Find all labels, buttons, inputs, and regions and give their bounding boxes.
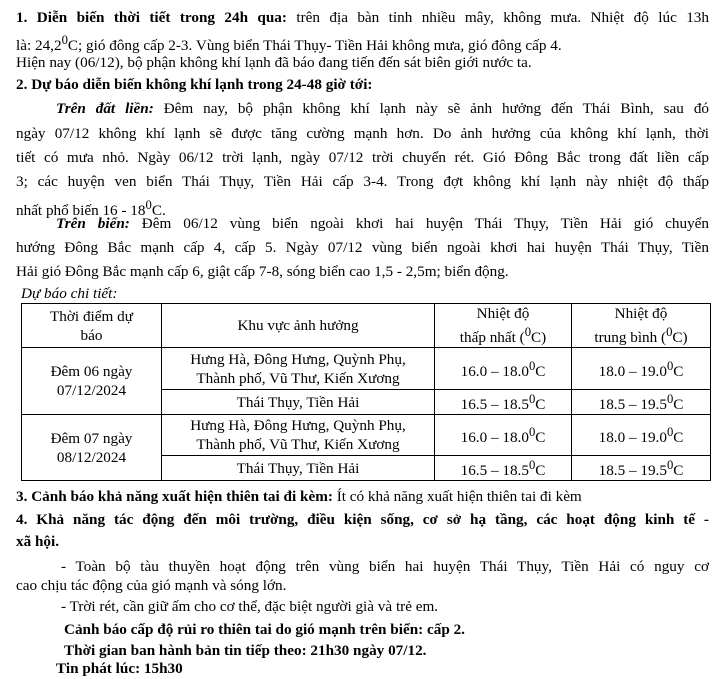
land-label: Trên đất liền: <box>56 100 154 117</box>
area-cell: Hưng Hà, Đông Hưng, Quỳnh Phụ, Thành phố, Vũ Thư, Kiến Xương <box>162 348 435 390</box>
sea-label: Trên biển: <box>56 215 130 232</box>
sec1-line1: 1. Diễn biến thời tiết trong 24h qua: trên địa bàn tỉnh nhiều mây, không mưa. Nhiệt độ lúc 13h <box>16 9 709 26</box>
sec1-heading: 1. Diễn biến thời tiết trong 24h qua: <box>16 9 287 26</box>
risk-level-line: Cảnh báo cấp độ rủi ro thiên tai do gió mạnh trên biển: cấp 2. <box>64 621 465 638</box>
min-temp-cell: 16.0 – 18.0$^0$C <box>435 348 572 390</box>
min-temp-cell: 16.5 – 18.5$^0$C <box>435 390 572 415</box>
min-temp-cell: 16.5 – 18.5$^0$C <box>435 456 572 481</box>
sec3-heading: 3. Cảnh báo khả năng xuất hiện thiên tai đi kèm: <box>16 488 333 505</box>
col-header-avg-temp: Nhiệt độ trung bình ($^0$C) <box>572 304 711 348</box>
avg-temp-cell: 18.5 – 19.5$^0$C <box>572 390 711 415</box>
sec4-bullet2: - Trời rét, cần giữ ấm cho cơ thể, đặc biệt người già và trẻ em. <box>61 598 439 615</box>
forecast-table <box>21 303 711 481</box>
sea-line1: Trên biển: Đêm 06/12 vùng biển ngoài khơi hai huyện Thái Thụy, Tiền Hải gió chuyển <box>56 215 709 232</box>
sec4-bullet1-line2: cao chịu tác động của gió mạnh và sóng lớn. <box>16 577 287 594</box>
sea-line2: hướng Đông Bắc mạnh cấp 4, cấp 5. Ngày 07/12 vùng biển ngoài khơi hai huyện Thái Thụy, Tiền <box>16 239 709 256</box>
sec4-heading-line1: 4. Khả năng tác động đến môi trường, điều kiện sống, cơ sở hạ tầng, các hoạt động kinh tế - <box>16 511 709 528</box>
avg-temp-cell: 18.0 – 19.0$^0$C <box>572 415 711 456</box>
min-temp-cell: 16.0 – 18.0$^0$C <box>435 415 572 456</box>
sec2-heading: 2. Dự báo diễn biến không khí lạnh trong 24-48 giờ tới: <box>16 76 373 93</box>
table-row <box>22 348 711 390</box>
area-cell: Thái Thụy, Tiền Hải <box>162 390 435 415</box>
sec1-line2: là: 24,2$^0$C; gió đông cấp 2-3. Vùng biển Thái Thụy- Tiền Hải không mưa, gió đông cấp 4. <box>16 33 562 55</box>
table-row <box>22 415 711 456</box>
land-line1: Trên đất liền: Đêm nay, bộ phận không khí lạnh này sẽ ảnh hưởng đến Thái Bình, sau đó <box>56 100 710 117</box>
land-line3: tiết có mưa nhỏ. Ngày 06/12 trời lạnh, ngày 07/12 trời chuyển rét. Gió Đông Bắc trong đất liền cấp <box>16 149 709 166</box>
time-cell: Đêm 07 ngày 08/12/2024 <box>22 415 162 481</box>
area-cell: Thái Thụy, Tiền Hải <box>162 456 435 481</box>
sec4-heading-line2: xã hội. <box>16 533 60 550</box>
sea-line3: Hải gió Đông Bắc mạnh cấp 6, giật cấp 7-8, sóng biển cao 1,5 - 2,5m; biển động. <box>16 263 509 280</box>
avg-temp-cell: 18.5 – 19.5$^0$C <box>572 456 711 481</box>
col-header-time: Thời điểm dự báo <box>22 304 162 348</box>
land-line2: ngày 07/12 không khí lạnh sẽ được tăng cường mạnh hơn. Do ảnh hưởng của không khí lạnh, thời <box>16 125 709 142</box>
time-cell: Đêm 06 ngày 07/12/2024 <box>22 348 162 415</box>
sec1-line3: Hiện nay (06/12), bộ phận không khí lạnh đã báo đang tiến đến sát biên giới nước ta. <box>16 54 532 71</box>
col-header-area: Khu vực ảnh hưởng <box>162 304 435 348</box>
sec3-line: 3. Cảnh báo khả năng xuất hiện thiên tai đi kèm: Ít có khả năng xuất hiện thiên tai đi kèm <box>16 488 582 505</box>
col-header-min-temp: Nhiệt độ thấp nhất ($^0$C) <box>435 304 572 348</box>
sec4-bullet1-line1: - Toàn bộ tàu thuyền hoạt động trên vùng biển hai huyện Thái Thụy, Tiền Hải có nguy cơ <box>61 558 709 575</box>
land-line4: 3; các huyện ven biển Thái Thụy, Tiền Hải cấp 3-4. Trong đợt không khí lạnh này nhiệt độ thấp <box>16 173 709 190</box>
avg-temp-cell: 18.0 – 19.0$^0$C <box>572 348 711 390</box>
land-line5: nhất phổ biến $16 - 18^0C$. <box>16 198 166 220</box>
next-issue-line: Thời gian ban hành bản tin tiếp theo: 21h30 ngày 07/12. <box>64 642 427 659</box>
table-header-row <box>22 304 711 348</box>
issued-at-line: Tin phát lúc: 15h30 <box>56 660 183 677</box>
detail-label: Dự báo chi tiết: <box>21 285 118 302</box>
area-cell: Hưng Hà, Đông Hưng, Quỳnh Phụ, Thành phố, Vũ Thư, Kiến Xương <box>162 415 435 456</box>
